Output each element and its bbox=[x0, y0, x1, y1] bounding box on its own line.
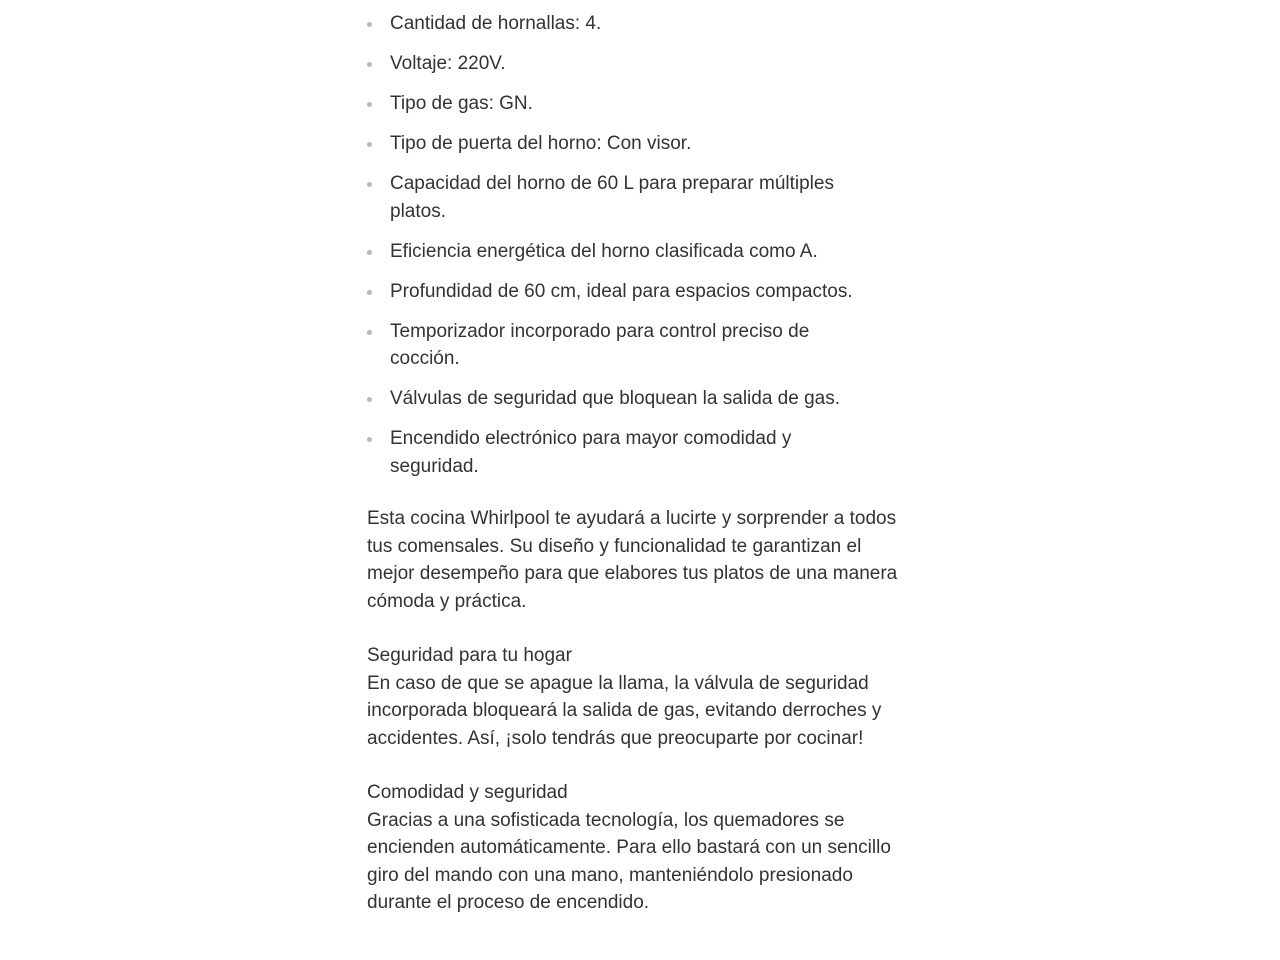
bullet-icon bbox=[367, 330, 372, 335]
section-comfort bbox=[367, 779, 927, 917]
feature-item bbox=[367, 318, 860, 373]
section-security bbox=[367, 642, 927, 752]
feature-item bbox=[367, 385, 927, 413]
feature-text: Válvulas de seguridad que bloquean la salida de gas. bbox=[390, 388, 840, 409]
bullet-icon bbox=[367, 182, 372, 187]
section-title: Comodidad y seguridad bbox=[367, 782, 568, 803]
feature-text: Tipo de gas: GN. bbox=[390, 93, 533, 114]
bullet-icon bbox=[367, 62, 372, 67]
bullet-icon bbox=[367, 397, 372, 402]
bullet-icon bbox=[367, 142, 372, 147]
bullet-icon bbox=[367, 22, 372, 27]
section-body: Gracias a una sofisticada tecnología, los quemadores se encienden automáticamente. Para ello bastará con un sencillo giro del mando con una mano, manteniéndolo presionado durante el proceso de encendido. bbox=[367, 809, 891, 913]
feature-item bbox=[367, 170, 840, 225]
feature-text: Profundidad de 60 cm, ideal para espacios compactos. bbox=[390, 280, 853, 302]
feature-item bbox=[367, 238, 927, 266]
feature-item bbox=[367, 90, 900, 118]
feature-text: Encendido electrónico para mayor comodidad y seguridad. bbox=[390, 428, 792, 477]
feature-text: Cantidad de hornallas: 4. bbox=[390, 13, 602, 34]
bullet-icon bbox=[367, 290, 372, 295]
bullet-icon bbox=[367, 437, 372, 442]
feature-text: Capacidad del horno de 60 L para preparar múltiples platos. bbox=[390, 173, 834, 222]
feature-item bbox=[367, 10, 900, 38]
section-title: Seguridad para tu hogar bbox=[367, 645, 572, 666]
feature-text: Temporizador incorporado para control preciso de cocción. bbox=[390, 320, 810, 369]
feature-text: Voltaje: 220V. bbox=[390, 53, 506, 74]
bullet-icon bbox=[367, 250, 372, 255]
feature-text: Tipo de puerta del horno: Con visor. bbox=[390, 133, 692, 154]
feature-item bbox=[367, 130, 900, 158]
product-description bbox=[367, 10, 927, 917]
feature-item bbox=[367, 425, 850, 480]
feature-item bbox=[367, 50, 900, 78]
feature-item bbox=[367, 278, 927, 306]
intro-paragraph: Esta cocina Whirlpool te ayudará a lucirte y sorprender a todos tus comensales. Su diseño y funcionalidad te garantizan el mejor desempeño para que elabores tus platos de una manera cómoda y práctica. bbox=[367, 508, 898, 612]
feature-list bbox=[367, 10, 927, 480]
bullet-icon bbox=[367, 102, 372, 107]
section-body: En caso de que se apague la llama, la válvula de seguridad incorporada bloqueará la salida de gas, evitando derroches y accidentes. Así, ¡solo tendrás que preocuparte por cocinar! bbox=[367, 672, 882, 749]
feature-text: Eficiencia energética del horno clasificada como A. bbox=[390, 240, 818, 262]
